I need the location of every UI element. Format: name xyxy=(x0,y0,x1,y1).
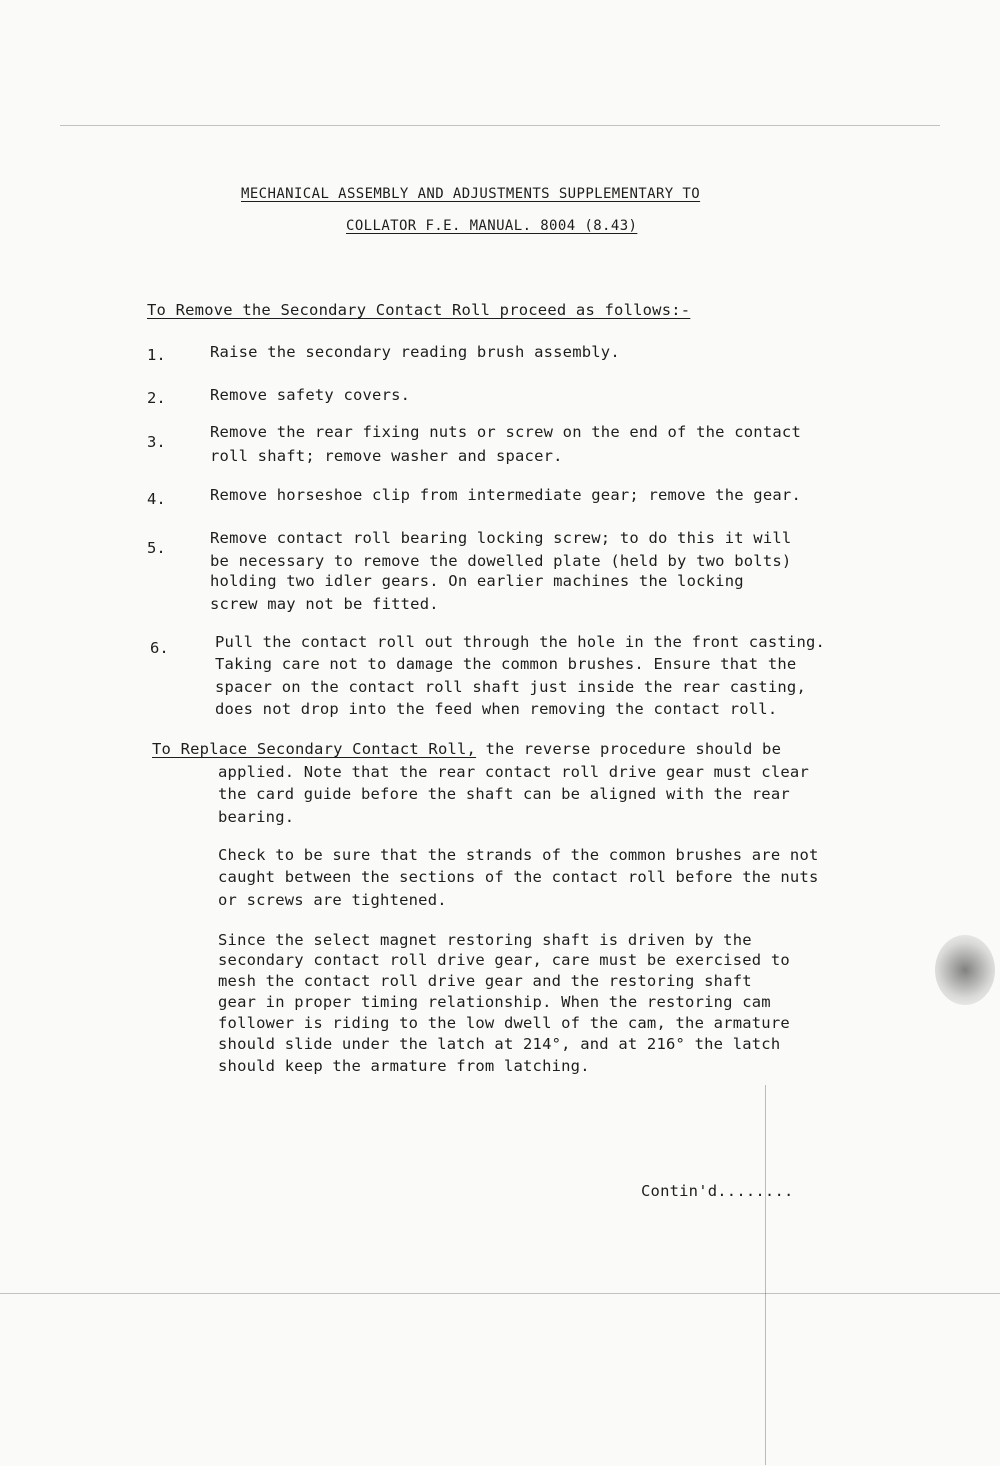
step-text-line: be necessary to remove the dowelled plate (held by two bolts) xyxy=(210,552,792,570)
document-title-line-1: MECHANICAL ASSEMBLY AND ADJUSTMENTS SUPPLEMENTARY TO xyxy=(241,186,701,202)
check-para-line: or screws are tightened. xyxy=(218,891,447,909)
crease-line-vertical xyxy=(765,1085,766,1465)
step-text-line: roll shaft; remove washer and spacer. xyxy=(210,447,563,465)
timing-para-line: should keep the armature from latching. xyxy=(218,1057,590,1075)
step-text-line: screw may not be fitted. xyxy=(210,595,439,613)
step-text-line: does not drop into the feed when removing the contact roll. xyxy=(215,700,778,718)
step-number: 1. xyxy=(147,346,166,364)
step-number: 3. xyxy=(147,433,166,451)
continued-note: Contin'd........ xyxy=(641,1182,794,1200)
timing-para-line: secondary contact roll drive gear, care must be exercised to xyxy=(218,951,790,969)
replace-section-heading: To Replace Secondary Contact Roll, xyxy=(152,740,477,758)
replace-para-line: applied. Note that the rear contact roll drive gear must clear xyxy=(218,763,809,781)
replace-section-first-line xyxy=(152,737,781,761)
step-number: 5. xyxy=(147,539,166,557)
check-para-line: Check to be sure that the strands of the common brushes are not xyxy=(218,846,819,864)
replace-para-line: the card guide before the shaft can be aligned with the rear xyxy=(218,785,790,803)
step-number: 4. xyxy=(147,490,166,508)
step-number: 2. xyxy=(147,389,166,407)
step-text-line: Raise the secondary reading brush assembly. xyxy=(210,343,620,361)
timing-para-line: gear in proper timing relationship. When the restoring cam xyxy=(218,993,771,1011)
step-text-line: Remove safety covers. xyxy=(210,386,411,404)
timing-para-line: should slide under the latch at 214°, and at 216° the latch xyxy=(218,1035,781,1053)
document-title-line-2: COLLATOR F.E. MANUAL. 8004 (8.43) xyxy=(346,218,638,234)
step-text-line: spacer on the contact roll shaft just inside the rear casting, xyxy=(215,678,806,696)
replace-para-line: bearing. xyxy=(218,808,295,826)
step-text-line: Taking care not to damage the common brushes. Ensure that the xyxy=(215,655,797,673)
step-text-line: Remove horseshoe clip from intermediate gear; remove the gear. xyxy=(210,486,801,504)
timing-para-line: mesh the contact roll drive gear and the restoring shaft xyxy=(218,972,752,990)
fold-line-top xyxy=(60,125,940,126)
timing-para-line: follower is riding to the low dwell of the cam, the armature xyxy=(218,1014,790,1032)
step-text-line: holding two idler gears. On earlier machines the locking xyxy=(210,572,744,590)
step-text-line: Remove the rear fixing nuts or screw on the end of the contact xyxy=(210,423,801,441)
step-number: 6. xyxy=(150,639,169,657)
ink-smudge xyxy=(935,935,995,1005)
check-para-line: caught between the sections of the contact roll before the nuts xyxy=(218,868,819,886)
replace-heading-continuation: the reverse procedure should be xyxy=(476,740,782,758)
step-text-line: Pull the contact roll out through the hole in the front casting. xyxy=(215,633,826,651)
fold-line-bottom xyxy=(0,1293,1000,1294)
step-text-line: Remove contact roll bearing locking screw; to do this it will xyxy=(210,529,792,547)
timing-para-line: Since the select magnet restoring shaft is driven by the xyxy=(218,931,752,949)
remove-section-heading: To Remove the Secondary Contact Roll proceed as follows:- xyxy=(147,301,691,319)
